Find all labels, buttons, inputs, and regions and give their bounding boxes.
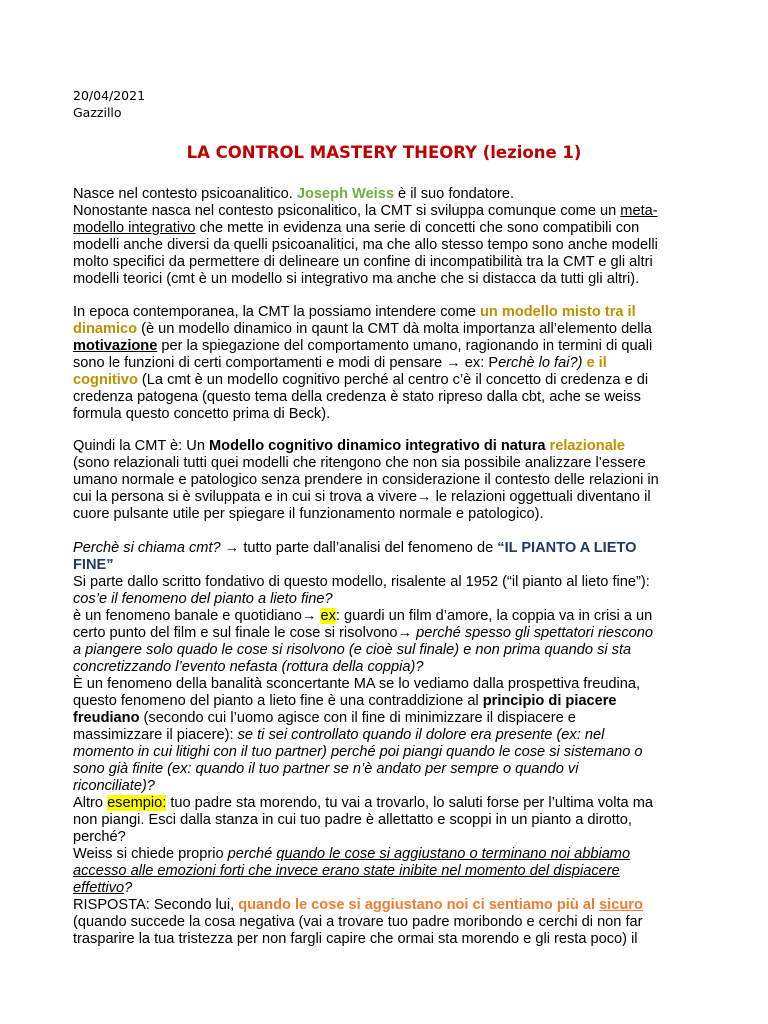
text-line: a piangere solo quado le cose si risolvono (e cioè sul finale) e non prima quando si sta — [73, 642, 632, 658]
text-line — [73, 220, 705, 237]
text-line — [73, 186, 705, 203]
text-line: non piangi. Esci dalla stanza in cui tuo padre è allettatto e scoppi in un pianto a dirotto, — [73, 812, 632, 828]
text-line: credenza patogena (questo tema della credenza è stato ripreso dalla cbt, ache se weiss — [73, 389, 641, 405]
italic-text: erchè lo fai?) — [498, 355, 583, 371]
highlighted-term: sicuro — [599, 897, 643, 913]
text-line: accesso alle emozioni forti che invece erano state inibite nel momento del dispiacere — [73, 863, 620, 879]
text-line: cos’e il fenomeno del pianto a lieto fine? — [73, 591, 333, 607]
text-line: (quando succede la cosa negativa (vai a trovare tuo padre moribondo e cerchi di non far — [73, 914, 643, 930]
text-line — [73, 693, 705, 710]
text-line: molto specifici da permettere di delineare un confine di incompatibilità tra la CMT e gli altri — [73, 254, 653, 270]
text-line — [73, 338, 705, 355]
paragraph-happy-ending-crying — [73, 540, 705, 948]
text-line — [73, 203, 705, 220]
text-line — [73, 846, 705, 863]
text-line: cuore pulsante utile per spiegare il funzionamento normale e patologico). — [73, 506, 544, 522]
text-line — [73, 608, 705, 625]
text-run: certo punto del film e sul finale le cose si risolvono→ — [73, 625, 417, 641]
text-line: modelli teorici (cmt è un modello si integrativo ma anche che si distacca da tutti gli altri). — [73, 271, 640, 287]
italic-text: ? — [124, 880, 133, 896]
italic-text: perché spesso gli spettatori riescono — [416, 625, 653, 641]
text-line: sono già finite (ex: quando il tuo partner se n’è andato per sempre o quando vi — [73, 761, 579, 777]
document-date: 20/04/2021 — [73, 88, 146, 103]
bold-term: freudiano — [73, 710, 140, 726]
text-line — [73, 540, 705, 557]
text-line: FINE” — [73, 557, 114, 573]
text-line: formula questo concetto prima di Beck). — [73, 406, 331, 422]
text-run: è il suo fondatore. — [393, 186, 515, 202]
text-line — [73, 355, 705, 372]
italic-text: perché — [227, 846, 277, 862]
bold-term: Modello cognitivo dinamico integrativo di natura — [209, 438, 550, 454]
paragraph-contemporary — [73, 304, 705, 423]
highlighted-word: esempio: — [107, 795, 167, 811]
text-line: Si parte dallo scritto fondativo di questo modello, risalente al 1952 (“il pianto al lieto fine”): — [73, 574, 650, 590]
highlighted-word: ex — [320, 608, 336, 624]
text-run: è un fenomeno banale e quotidiano→ — [73, 608, 321, 624]
italic-text: se ti sei controllato quando il dolore era presente (ex: nel — [237, 727, 605, 743]
text-line: perché? — [73, 829, 126, 845]
text-run: Weiss si chiede proprio — [73, 846, 228, 862]
text-line: concretizzando l’evento nefasta (rottura della coppia)? — [73, 659, 424, 675]
highlighted-term: quando le cose si aggiustano noi ci sentiamo più al — [238, 897, 600, 913]
text-run: tuo padre sta morendo, tu vai a trovarlo, lo saluti forse per l’ultima volta ma — [166, 795, 653, 811]
underlined-term: meta- — [620, 203, 658, 219]
paragraph-definition — [73, 438, 705, 523]
text-line: trasparire la tua tristezza per non fargli capire che ormai sta morendo e gli resta poco) il — [73, 931, 638, 947]
text-line: È un fenomeno della banalità sconcertante MA se lo vediamo dalla prospettiva freudina, — [73, 676, 641, 692]
document-author: Gazzillo — [73, 105, 122, 120]
underlined-term: modello integrativo — [73, 220, 196, 236]
highlighted-term: dinamico — [73, 321, 138, 337]
text-run: massimizzare il piacere): — [73, 727, 238, 743]
highlighted-term: e il — [582, 355, 607, 371]
text-line — [73, 727, 705, 744]
highlighted-term: un modello misto tra il — [479, 304, 636, 320]
text-run: (secondo cui l’uomo agisce con il fine di minimizzare il dispiacere e — [139, 710, 576, 726]
text-run: In epoca contemporanea, la CMT la possiamo intendere come — [73, 304, 480, 320]
text-run: questo fenomeno del pianto a lieto fine è una contraddizione al — [73, 693, 483, 709]
text-run: Altro — [73, 795, 108, 811]
text-run: sono le funzioni di certi comportamenti e modi di pensare → ex: P — [73, 355, 499, 371]
text-run: (La cmt è un modello cognitivo perché al centro c’è il concetto di credenza e di — [137, 372, 649, 388]
text-line: modelli anche diversi da quelli psicoanalitici, ma che allo stesso tempo sono anche modelli — [73, 237, 658, 253]
italic-text: Perchè si chiama cmt? — [73, 540, 221, 556]
text-run: Quindi la CMT è: Un — [73, 438, 209, 454]
page-title: LA CONTROL MASTERY THEORY (lezione 1) — [186, 143, 582, 162]
founder-name: Joseph Weiss — [296, 186, 394, 202]
text-line — [73, 321, 705, 338]
highlighted-term: “IL PIANTO A LIETO — [497, 540, 637, 556]
text-line — [73, 795, 705, 812]
text-run: Nasce nel contesto psicoanalitico. — [73, 186, 297, 202]
bold-term: motivazione — [73, 338, 158, 354]
underlined-italic-text: effettivo — [73, 880, 125, 896]
text-line — [73, 710, 705, 727]
text-run: (è un modello dinamico in qaunt la CMT dà molta importanza all’elemento della — [137, 321, 652, 337]
text-run: Nonostante nasca nel contesto psiconalitico, la CMT si sviluppa comunque come un — [73, 203, 621, 219]
text-line: riconciliate)? — [73, 778, 155, 794]
text-run: → tutto parte dall’analisi del fenomeno de — [220, 540, 498, 556]
text-line: umano normale e patologico senza prendere in considerazione il contesto delle relazioni in — [73, 472, 659, 488]
text-line: cui la persona si è sviluppata e in cui si trova a vivere→ le relazioni oggettuali diventano il — [73, 489, 651, 505]
text-run: RISPOSTA: Secondo lui, — [73, 897, 239, 913]
text-line — [73, 438, 705, 455]
text-line — [73, 372, 705, 389]
text-line — [73, 880, 705, 897]
text-run: che mette in evidenza una serie di concetti che sono compatibili con — [195, 220, 640, 236]
text-run: : guardi un film d’amore, la coppia va in crisi a un — [335, 608, 653, 624]
text-line: momento in cui litighi con il tuo partner) perché poi piangi quando le cose si sistemano o — [73, 744, 643, 760]
text-line — [73, 625, 705, 642]
paragraph-origin — [73, 186, 705, 288]
text-line — [73, 897, 705, 914]
bold-term: principio di piacere — [482, 693, 617, 709]
text-line: (sono relazionali tutti quei modelli che ritengono che non sia possibile analizzare l’essere — [73, 455, 646, 471]
underlined-italic-text: quando le cose si aggiustano o terminano noi abbiamo — [276, 846, 631, 862]
highlighted-term: relazionale — [549, 438, 625, 454]
text-line — [73, 304, 705, 321]
text-run: per la spiegazione del comportamento umano, ragionando in termini di quali — [157, 338, 653, 354]
highlighted-term: cognitivo — [73, 372, 138, 388]
